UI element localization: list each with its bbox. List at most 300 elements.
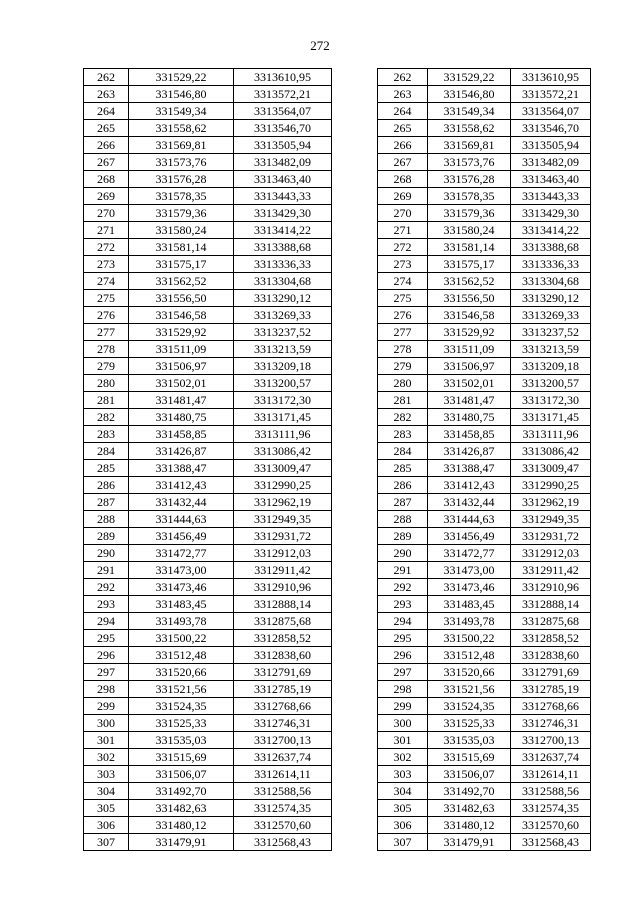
table-row xyxy=(378,766,591,783)
table-row xyxy=(84,324,332,341)
table-row xyxy=(378,834,591,851)
y-coordinate-cell: 3313546,70 xyxy=(234,120,332,137)
y-coordinate-cell: 3313414,22 xyxy=(234,222,332,239)
point-number-cell: 304 xyxy=(378,783,428,800)
table-row xyxy=(84,358,332,375)
x-coordinate-cell: 331549,34 xyxy=(428,103,511,120)
x-coordinate-cell: 331580,24 xyxy=(129,222,234,239)
table-row xyxy=(84,290,332,307)
y-coordinate-cell: 3313213,59 xyxy=(234,341,332,358)
x-coordinate-cell: 331481,47 xyxy=(428,392,511,409)
point-number-cell: 284 xyxy=(378,443,428,460)
point-number-cell: 267 xyxy=(378,154,428,171)
x-coordinate-cell: 331412,43 xyxy=(428,477,511,494)
x-coordinate-cell: 331412,43 xyxy=(129,477,234,494)
point-number-cell: 288 xyxy=(84,511,129,528)
x-coordinate-cell: 331432,44 xyxy=(129,494,234,511)
y-coordinate-cell: 3313546,70 xyxy=(511,120,591,137)
x-coordinate-cell: 331506,97 xyxy=(428,358,511,375)
y-coordinate-cell: 3312910,96 xyxy=(234,579,332,596)
x-coordinate-cell: 331562,52 xyxy=(428,273,511,290)
table-row xyxy=(378,460,591,477)
x-coordinate-cell: 331575,17 xyxy=(428,256,511,273)
table-row xyxy=(378,749,591,766)
x-coordinate-cell: 331472,77 xyxy=(129,545,234,562)
point-number-cell: 277 xyxy=(84,324,129,341)
y-coordinate-cell: 3312949,35 xyxy=(511,511,591,528)
y-coordinate-cell: 3313172,30 xyxy=(511,392,591,409)
y-coordinate-cell: 3313482,09 xyxy=(234,154,332,171)
table-row xyxy=(378,375,591,392)
table-row xyxy=(84,766,332,783)
y-coordinate-cell: 3312931,72 xyxy=(234,528,332,545)
point-number-cell: 270 xyxy=(378,205,428,222)
y-coordinate-cell: 3313209,18 xyxy=(511,358,591,375)
table-row xyxy=(378,86,591,103)
x-coordinate-cell: 331579,36 xyxy=(129,205,234,222)
point-number-cell: 285 xyxy=(84,460,129,477)
x-coordinate-cell: 331493,78 xyxy=(428,613,511,630)
y-coordinate-cell: 3313336,33 xyxy=(234,256,332,273)
table-row xyxy=(84,171,332,188)
y-coordinate-cell: 3312574,35 xyxy=(511,800,591,817)
point-number-cell: 281 xyxy=(84,392,129,409)
x-coordinate-cell: 331529,92 xyxy=(428,324,511,341)
y-coordinate-cell: 3312791,69 xyxy=(511,664,591,681)
point-number-cell: 274 xyxy=(378,273,428,290)
point-number-cell: 301 xyxy=(84,732,129,749)
y-coordinate-cell: 3312570,60 xyxy=(234,817,332,834)
y-coordinate-cell: 3313209,18 xyxy=(234,358,332,375)
coordinates-table-left xyxy=(83,68,332,851)
y-coordinate-cell: 3312888,14 xyxy=(234,596,332,613)
point-number-cell: 286 xyxy=(378,477,428,494)
point-number-cell: 305 xyxy=(84,800,129,817)
table-row xyxy=(378,239,591,256)
table-row xyxy=(378,69,591,86)
x-coordinate-cell: 331479,91 xyxy=(129,834,234,851)
table-row xyxy=(378,307,591,324)
table-row xyxy=(378,426,591,443)
x-coordinate-cell: 331556,50 xyxy=(428,290,511,307)
x-coordinate-cell: 331493,78 xyxy=(129,613,234,630)
x-coordinate-cell: 331576,28 xyxy=(428,171,511,188)
table-row xyxy=(378,664,591,681)
y-coordinate-cell: 3312700,13 xyxy=(234,732,332,749)
table-row xyxy=(378,120,591,137)
point-number-cell: 266 xyxy=(378,137,428,154)
point-number-cell: 269 xyxy=(378,188,428,205)
point-number-cell: 292 xyxy=(84,579,129,596)
x-coordinate-cell: 331546,58 xyxy=(129,307,234,324)
point-number-cell: 289 xyxy=(378,528,428,545)
x-coordinate-cell: 331558,62 xyxy=(129,120,234,137)
point-number-cell: 288 xyxy=(378,511,428,528)
x-coordinate-cell: 331569,81 xyxy=(129,137,234,154)
point-number-cell: 292 xyxy=(378,579,428,596)
y-coordinate-cell: 3313304,68 xyxy=(511,273,591,290)
point-number-cell: 265 xyxy=(84,120,129,137)
y-coordinate-cell: 3313086,42 xyxy=(511,443,591,460)
table-row xyxy=(378,137,591,154)
point-number-cell: 268 xyxy=(378,171,428,188)
point-number-cell: 299 xyxy=(84,698,129,715)
y-coordinate-cell: 3312768,66 xyxy=(234,698,332,715)
y-coordinate-cell: 3313572,21 xyxy=(511,86,591,103)
point-number-cell: 295 xyxy=(84,630,129,647)
point-number-cell: 287 xyxy=(378,494,428,511)
table-row xyxy=(84,256,332,273)
table-row xyxy=(84,834,332,851)
x-coordinate-cell: 331515,69 xyxy=(428,749,511,766)
x-coordinate-cell: 331500,22 xyxy=(428,630,511,647)
point-number-cell: 302 xyxy=(378,749,428,766)
point-number-cell: 307 xyxy=(378,834,428,851)
table-row xyxy=(378,630,591,647)
x-coordinate-cell: 331511,09 xyxy=(428,341,511,358)
point-number-cell: 305 xyxy=(378,800,428,817)
y-coordinate-cell: 3312588,56 xyxy=(511,783,591,800)
y-coordinate-cell: 3312911,42 xyxy=(234,562,332,579)
table-row xyxy=(84,494,332,511)
x-coordinate-cell: 331524,35 xyxy=(129,698,234,715)
y-coordinate-cell: 3313269,33 xyxy=(234,307,332,324)
x-coordinate-cell: 331535,03 xyxy=(428,732,511,749)
x-coordinate-cell: 331472,77 xyxy=(428,545,511,562)
x-coordinate-cell: 331444,63 xyxy=(129,511,234,528)
y-coordinate-cell: 3313111,96 xyxy=(511,426,591,443)
y-coordinate-cell: 3312888,14 xyxy=(511,596,591,613)
table-row xyxy=(84,426,332,443)
y-coordinate-cell: 3312875,68 xyxy=(511,613,591,630)
point-number-cell: 271 xyxy=(84,222,129,239)
point-number-cell: 269 xyxy=(84,188,129,205)
point-number-cell: 279 xyxy=(84,358,129,375)
point-number-cell: 263 xyxy=(378,86,428,103)
table-row xyxy=(84,613,332,630)
table-row xyxy=(378,154,591,171)
x-coordinate-cell: 331473,46 xyxy=(428,579,511,596)
y-coordinate-cell: 3312990,25 xyxy=(234,477,332,494)
y-coordinate-cell: 3312568,43 xyxy=(234,834,332,851)
x-coordinate-cell: 331546,80 xyxy=(129,86,234,103)
x-coordinate-cell: 331480,75 xyxy=(428,409,511,426)
y-coordinate-cell: 3313572,21 xyxy=(234,86,332,103)
y-coordinate-cell: 3313172,30 xyxy=(234,392,332,409)
y-coordinate-cell: 3312949,35 xyxy=(234,511,332,528)
y-coordinate-cell: 3312700,13 xyxy=(511,732,591,749)
point-number-cell: 279 xyxy=(378,358,428,375)
x-coordinate-cell: 331388,47 xyxy=(428,460,511,477)
y-coordinate-cell: 3312768,66 xyxy=(511,698,591,715)
table-row xyxy=(378,783,591,800)
x-coordinate-cell: 331492,70 xyxy=(428,783,511,800)
point-number-cell: 296 xyxy=(378,647,428,664)
x-coordinate-cell: 331529,22 xyxy=(428,69,511,86)
table-row xyxy=(84,409,332,426)
table-row xyxy=(84,222,332,239)
y-coordinate-cell: 3312614,11 xyxy=(234,766,332,783)
table-row xyxy=(84,800,332,817)
table-row xyxy=(378,596,591,613)
y-coordinate-cell: 3312570,60 xyxy=(511,817,591,834)
x-coordinate-cell: 331578,35 xyxy=(428,188,511,205)
x-coordinate-cell: 331558,62 xyxy=(428,120,511,137)
table-row xyxy=(84,783,332,800)
x-coordinate-cell: 331506,97 xyxy=(129,358,234,375)
y-coordinate-cell: 3313610,95 xyxy=(511,69,591,86)
point-number-cell: 280 xyxy=(84,375,129,392)
x-coordinate-cell: 331432,44 xyxy=(428,494,511,511)
x-coordinate-cell: 331512,48 xyxy=(129,647,234,664)
y-coordinate-cell: 3313610,95 xyxy=(234,69,332,86)
y-coordinate-cell: 3312574,35 xyxy=(234,800,332,817)
point-number-cell: 294 xyxy=(84,613,129,630)
point-number-cell: 286 xyxy=(84,477,129,494)
point-number-cell: 276 xyxy=(84,307,129,324)
point-number-cell: 272 xyxy=(378,239,428,256)
point-number-cell: 264 xyxy=(378,103,428,120)
y-coordinate-cell: 3312911,42 xyxy=(511,562,591,579)
table-row xyxy=(378,324,591,341)
y-coordinate-cell: 3312791,69 xyxy=(234,664,332,681)
y-coordinate-cell: 3313482,09 xyxy=(511,154,591,171)
point-number-cell: 291 xyxy=(378,562,428,579)
y-coordinate-cell: 3312588,56 xyxy=(234,783,332,800)
point-number-cell: 265 xyxy=(378,120,428,137)
x-coordinate-cell: 331549,34 xyxy=(129,103,234,120)
table-row xyxy=(84,205,332,222)
point-number-cell: 285 xyxy=(378,460,428,477)
x-coordinate-cell: 331482,63 xyxy=(428,800,511,817)
table-row xyxy=(84,596,332,613)
table-row xyxy=(378,681,591,698)
x-coordinate-cell: 331456,49 xyxy=(428,528,511,545)
point-number-cell: 290 xyxy=(378,545,428,562)
point-number-cell: 289 xyxy=(84,528,129,545)
point-number-cell: 299 xyxy=(378,698,428,715)
table-row xyxy=(378,409,591,426)
x-coordinate-cell: 331581,14 xyxy=(129,239,234,256)
table-row xyxy=(84,392,332,409)
point-number-cell: 303 xyxy=(378,766,428,783)
table-row xyxy=(378,732,591,749)
x-coordinate-cell: 331483,45 xyxy=(129,596,234,613)
point-number-cell: 283 xyxy=(84,426,129,443)
y-coordinate-cell: 3312785,19 xyxy=(511,681,591,698)
table-row xyxy=(84,715,332,732)
x-coordinate-cell: 331573,76 xyxy=(428,154,511,171)
x-coordinate-cell: 331480,12 xyxy=(428,817,511,834)
x-coordinate-cell: 331525,33 xyxy=(129,715,234,732)
point-number-cell: 267 xyxy=(84,154,129,171)
table-row xyxy=(378,494,591,511)
y-coordinate-cell: 3312912,03 xyxy=(511,545,591,562)
table-row xyxy=(378,171,591,188)
table-row xyxy=(378,698,591,715)
table-row xyxy=(378,800,591,817)
table-row xyxy=(84,69,332,86)
table-row xyxy=(84,239,332,256)
coordinates-table-right xyxy=(377,68,591,851)
point-number-cell: 300 xyxy=(378,715,428,732)
x-coordinate-cell: 331502,01 xyxy=(129,375,234,392)
y-coordinate-cell: 3312990,25 xyxy=(511,477,591,494)
point-number-cell: 282 xyxy=(84,409,129,426)
table-row xyxy=(378,562,591,579)
x-coordinate-cell: 331529,92 xyxy=(129,324,234,341)
y-coordinate-cell: 3313290,12 xyxy=(511,290,591,307)
y-coordinate-cell: 3313304,68 xyxy=(234,273,332,290)
x-coordinate-cell: 331580,24 xyxy=(428,222,511,239)
x-coordinate-cell: 331562,52 xyxy=(129,273,234,290)
point-number-cell: 295 xyxy=(378,630,428,647)
point-number-cell: 298 xyxy=(378,681,428,698)
y-coordinate-cell: 3313213,59 xyxy=(511,341,591,358)
point-number-cell: 266 xyxy=(84,137,129,154)
point-number-cell: 297 xyxy=(378,664,428,681)
table-row xyxy=(84,120,332,137)
y-coordinate-cell: 3313388,68 xyxy=(234,239,332,256)
table-row xyxy=(84,562,332,579)
table-row xyxy=(378,103,591,120)
table-row xyxy=(378,579,591,596)
y-coordinate-cell: 3313269,33 xyxy=(511,307,591,324)
table-row xyxy=(84,528,332,545)
y-coordinate-cell: 3312746,31 xyxy=(234,715,332,732)
y-coordinate-cell: 3312637,74 xyxy=(511,749,591,766)
x-coordinate-cell: 331569,81 xyxy=(428,137,511,154)
y-coordinate-cell: 3313009,47 xyxy=(234,460,332,477)
point-number-cell: 271 xyxy=(378,222,428,239)
point-number-cell: 275 xyxy=(84,290,129,307)
x-coordinate-cell: 331581,14 xyxy=(428,239,511,256)
x-coordinate-cell: 331579,36 xyxy=(428,205,511,222)
x-coordinate-cell: 331473,46 xyxy=(129,579,234,596)
x-coordinate-cell: 331524,35 xyxy=(428,698,511,715)
table-row xyxy=(84,630,332,647)
point-number-cell: 281 xyxy=(378,392,428,409)
table-row xyxy=(378,341,591,358)
point-number-cell: 294 xyxy=(378,613,428,630)
point-number-cell: 287 xyxy=(84,494,129,511)
y-coordinate-cell: 3313290,12 xyxy=(234,290,332,307)
x-coordinate-cell: 331473,00 xyxy=(129,562,234,579)
x-coordinate-cell: 331576,28 xyxy=(129,171,234,188)
y-coordinate-cell: 3313429,30 xyxy=(234,205,332,222)
x-coordinate-cell: 331578,35 xyxy=(129,188,234,205)
x-coordinate-cell: 331525,33 xyxy=(428,715,511,732)
y-coordinate-cell: 3313564,07 xyxy=(234,103,332,120)
x-coordinate-cell: 331535,03 xyxy=(129,732,234,749)
point-number-cell: 272 xyxy=(84,239,129,256)
point-number-cell: 302 xyxy=(84,749,129,766)
x-coordinate-cell: 331520,66 xyxy=(129,664,234,681)
x-coordinate-cell: 331482,63 xyxy=(129,800,234,817)
x-coordinate-cell: 331520,66 xyxy=(428,664,511,681)
x-coordinate-cell: 331556,50 xyxy=(129,290,234,307)
point-number-cell: 273 xyxy=(378,256,428,273)
y-coordinate-cell: 3312910,96 xyxy=(511,579,591,596)
y-coordinate-cell: 3312637,74 xyxy=(234,749,332,766)
x-coordinate-cell: 331529,22 xyxy=(129,69,234,86)
table-row xyxy=(378,511,591,528)
table-row xyxy=(378,528,591,545)
y-coordinate-cell: 3313463,40 xyxy=(511,171,591,188)
table-row xyxy=(378,205,591,222)
y-coordinate-cell: 3312858,52 xyxy=(234,630,332,647)
point-number-cell: 307 xyxy=(84,834,129,851)
table-row xyxy=(378,477,591,494)
point-number-cell: 263 xyxy=(84,86,129,103)
table-row xyxy=(84,579,332,596)
x-coordinate-cell: 331458,85 xyxy=(129,426,234,443)
point-number-cell: 278 xyxy=(84,341,129,358)
point-number-cell: 268 xyxy=(84,171,129,188)
point-number-cell: 273 xyxy=(84,256,129,273)
table-row xyxy=(378,647,591,664)
x-coordinate-cell: 331546,58 xyxy=(428,307,511,324)
y-coordinate-cell: 3312962,19 xyxy=(511,494,591,511)
y-coordinate-cell: 3313171,45 xyxy=(234,409,332,426)
x-coordinate-cell: 331575,17 xyxy=(129,256,234,273)
y-coordinate-cell: 3313463,40 xyxy=(234,171,332,188)
page-number: 272 xyxy=(310,38,330,53)
x-coordinate-cell: 331521,56 xyxy=(428,681,511,698)
x-coordinate-cell: 331426,87 xyxy=(129,443,234,460)
x-coordinate-cell: 331483,45 xyxy=(428,596,511,613)
table-row xyxy=(378,358,591,375)
point-number-cell: 306 xyxy=(84,817,129,834)
y-coordinate-cell: 3312931,72 xyxy=(511,528,591,545)
y-coordinate-cell: 3312746,31 xyxy=(511,715,591,732)
x-coordinate-cell: 331511,09 xyxy=(129,341,234,358)
x-coordinate-cell: 331479,91 xyxy=(428,834,511,851)
table-row xyxy=(84,103,332,120)
table-row xyxy=(84,86,332,103)
point-number-cell: 296 xyxy=(84,647,129,664)
table-row xyxy=(84,545,332,562)
y-coordinate-cell: 3312875,68 xyxy=(234,613,332,630)
point-number-cell: 278 xyxy=(378,341,428,358)
y-coordinate-cell: 3313237,52 xyxy=(234,324,332,341)
table-row xyxy=(378,188,591,205)
y-coordinate-cell: 3312785,19 xyxy=(234,681,332,698)
x-coordinate-cell: 331473,00 xyxy=(428,562,511,579)
x-coordinate-cell: 331515,69 xyxy=(129,749,234,766)
y-coordinate-cell: 3313505,94 xyxy=(234,137,332,154)
x-coordinate-cell: 331481,47 xyxy=(129,392,234,409)
point-number-cell: 303 xyxy=(84,766,129,783)
x-coordinate-cell: 331512,48 xyxy=(428,647,511,664)
table-row xyxy=(84,698,332,715)
y-coordinate-cell: 3313336,33 xyxy=(511,256,591,273)
y-coordinate-cell: 3313200,57 xyxy=(511,375,591,392)
y-coordinate-cell: 3312838,60 xyxy=(234,647,332,664)
table-row xyxy=(378,715,591,732)
table-row xyxy=(378,545,591,562)
table-row xyxy=(84,647,332,664)
point-number-cell: 262 xyxy=(378,69,428,86)
table-row xyxy=(84,477,332,494)
table-row xyxy=(84,375,332,392)
x-coordinate-cell: 331458,85 xyxy=(428,426,511,443)
x-coordinate-cell: 331573,76 xyxy=(129,154,234,171)
y-coordinate-cell: 3312614,11 xyxy=(511,766,591,783)
table-row xyxy=(378,222,591,239)
x-coordinate-cell: 331444,63 xyxy=(428,511,511,528)
table-row xyxy=(378,443,591,460)
